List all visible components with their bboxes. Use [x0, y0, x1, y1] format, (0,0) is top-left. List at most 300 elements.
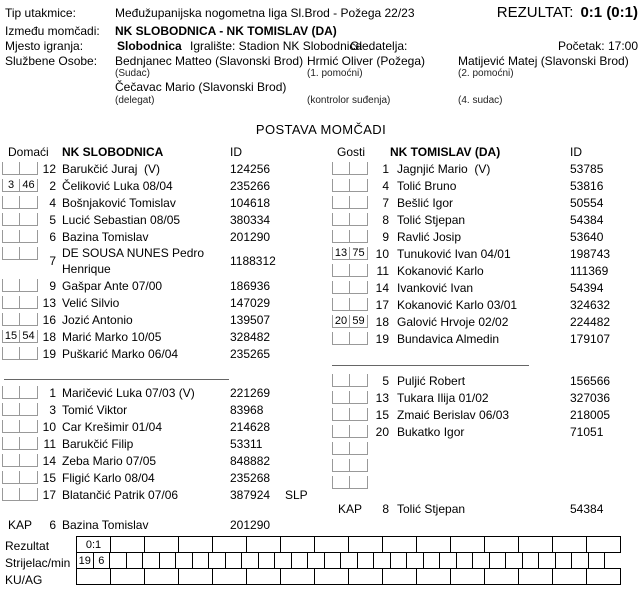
sub-minute-box: [20, 279, 38, 292]
player-row: [0, 486, 330, 503]
score-cell: [126, 552, 144, 569]
score-cell: [373, 552, 391, 569]
player-id: 53816: [570, 178, 604, 193]
player-name: Fligić Karlo 08/04: [62, 470, 155, 485]
score-row: [77, 553, 621, 569]
player-id: 380334: [230, 212, 271, 227]
score-cell: [586, 536, 621, 553]
score-cell: [484, 568, 519, 585]
home-starters-list: [0, 160, 330, 362]
match-type-label: Tip utakmice:: [5, 6, 76, 20]
player-row: [0, 177, 330, 194]
sub-player-box: [332, 374, 350, 387]
score-cell: [450, 568, 485, 585]
player-id: 201290: [230, 229, 271, 244]
player-name: Bukatko Igor: [397, 424, 465, 439]
score-cell: [76, 568, 111, 585]
player-name: Kokanović Karlo: [397, 263, 484, 278]
score-cell: [472, 552, 490, 569]
player-number: 4: [49, 195, 56, 210]
score-cell: [110, 568, 145, 585]
score-cell: [348, 568, 383, 585]
player-id: 54384: [570, 212, 604, 227]
score-cell: [382, 568, 417, 585]
player-name: Car Krešimir 01/04: [62, 419, 163, 434]
sub-player-box: [2, 247, 20, 260]
player-name: Galović Hrvoje 02/02: [397, 314, 509, 329]
score-cell: [208, 552, 226, 569]
sub-player-box: [2, 437, 20, 450]
score-cell: 0:1: [76, 536, 111, 553]
player-id: 235268: [230, 470, 271, 485]
player-name: Jozić Antonio: [62, 312, 133, 327]
sub-minute-box: [20, 347, 38, 360]
score-cell: [518, 536, 553, 553]
player-number: 2: [49, 178, 56, 193]
player-row: [330, 279, 642, 296]
score-cell: [340, 552, 358, 569]
player-row: [0, 294, 330, 311]
sub-player-box: 3: [2, 179, 20, 192]
section-title: POSTAVA MOMČADI: [255, 122, 387, 137]
player-name: Ivanković Ivan: [397, 280, 474, 295]
player-name: Blatančić Patrik 07/06: [62, 487, 179, 502]
player-id: 201290: [230, 517, 271, 532]
score-cell: [246, 536, 281, 553]
player-number: 9: [49, 278, 56, 293]
score-cell: [484, 536, 519, 553]
player-row: [330, 372, 642, 389]
result-label: REZULTAT:: [496, 4, 574, 21]
score-cell: [241, 552, 259, 569]
player-id: 104618: [230, 195, 271, 210]
player-row: [330, 330, 642, 347]
player-name: Zeba Mario 07/05: [62, 453, 157, 468]
score-cell: [538, 552, 556, 569]
player-number: 10: [375, 246, 389, 261]
score-cell: [314, 568, 349, 585]
player-name: Puljić Robert: [397, 373, 466, 388]
player-row: [0, 435, 330, 452]
score-cell: [390, 552, 408, 569]
player-number: 18: [375, 314, 389, 329]
home-subs-divider: [4, 379, 229, 380]
sub-player-box: [2, 347, 20, 360]
player-number: 11: [43, 436, 56, 451]
score-cell: [552, 568, 587, 585]
score-cell: [258, 552, 276, 569]
score-cell: [280, 536, 315, 553]
score-cell: [246, 568, 281, 585]
score-cell: [450, 536, 485, 553]
player-id: 54384: [570, 501, 604, 516]
away-starters-list: [330, 160, 642, 347]
player-row: [330, 245, 642, 262]
sub-player-box: [332, 476, 350, 489]
away-subs-divider: [332, 365, 529, 366]
player-name: Ravlić Josip: [397, 229, 462, 244]
player-number: 10: [42, 419, 56, 434]
player-name: Barukčić Juraj (V): [62, 161, 161, 176]
player-number: 3: [49, 402, 56, 417]
home-id-header: ID: [230, 145, 242, 159]
sub-minute-box: [20, 313, 38, 326]
score-row: [77, 569, 621, 585]
player-row: [0, 228, 330, 245]
sub-minute-box: [350, 391, 368, 404]
score-cell: [144, 568, 179, 585]
player-id: 111369: [570, 263, 609, 278]
sub-minute-box: [350, 213, 368, 226]
away-kap-label: KAP: [338, 501, 363, 516]
player-id: 387924: [230, 487, 271, 502]
score-cell: [324, 552, 342, 569]
player-number: 5: [382, 373, 389, 388]
sub-player-box: 20: [332, 315, 350, 328]
home-subs-list: [0, 384, 330, 503]
player-row: [330, 389, 642, 406]
score-cell: [406, 552, 424, 569]
player-name: Tolić Stjepan: [397, 212, 466, 227]
sub-minute-box: [20, 162, 38, 175]
home-side-label: Domaći: [8, 145, 49, 159]
score-cell: [348, 536, 383, 553]
score-cell: [423, 552, 441, 569]
home-kap-label: KAP: [8, 517, 33, 532]
teams-label: Između momčadi:: [5, 24, 100, 38]
player-name: Puškarić Marko 06/04: [62, 346, 179, 361]
home-team-name: NK SLOBODNICA: [62, 145, 164, 159]
sub-player-box: [2, 386, 20, 399]
player-row: [0, 194, 330, 211]
sub-player-box: [332, 408, 350, 421]
player-name: Tomić Viktor: [62, 402, 128, 417]
sub-player-box: 15: [2, 330, 20, 343]
score-cell: [555, 552, 573, 569]
official-assistant1-role: (1. pomoćni): [307, 68, 363, 79]
sub-minute-box: [350, 459, 368, 472]
player-name: Tukara Ilija 01/02: [397, 390, 489, 405]
sub-player-box: [2, 230, 20, 243]
score-cell: [280, 568, 315, 585]
sub-player-box: [332, 459, 350, 472]
sub-minute-box: [20, 437, 38, 450]
sub-minute-box: [350, 179, 368, 192]
player-name: Maričević Luka 07/03 (V): [62, 385, 195, 400]
score-cell: 19: [76, 552, 94, 569]
score-cell: [416, 568, 451, 585]
sub-minute-box: [350, 476, 368, 489]
player-name: Tunuković Ivan 04/01: [397, 246, 511, 261]
sub-player-box: [332, 332, 350, 345]
player-number: 15: [42, 470, 56, 485]
player-id: 53640: [570, 229, 604, 244]
score-cell: [456, 552, 474, 569]
player-id: 1188312: [230, 254, 276, 268]
player-number: 7: [382, 195, 389, 210]
score-cell: [178, 568, 213, 585]
sub-player-box: [2, 213, 20, 226]
sub-minute-box: [20, 454, 38, 467]
venue-city: Slobodnica: [117, 39, 182, 53]
player-number: 1: [49, 385, 56, 400]
player-row: [0, 277, 330, 294]
player-id: 71051: [570, 424, 604, 439]
official-referee-name: Bednjanec Matteo (Slavonski Brod): [115, 54, 304, 68]
player-row: [0, 418, 330, 435]
score-cell: [522, 552, 540, 569]
score-cell: [588, 552, 606, 569]
sub-minute-box: [20, 296, 38, 309]
score-cell: [552, 536, 587, 553]
sub-minute-box: [350, 298, 368, 311]
sub-player-box: [332, 230, 350, 243]
score-cell: 6: [93, 552, 111, 569]
player-name: Bundavica Almedin: [397, 331, 500, 346]
sub-player-box: [332, 213, 350, 226]
sub-player-box: [2, 403, 20, 416]
player-id: 328482: [230, 329, 271, 344]
player-number: 9: [382, 229, 389, 244]
ground-value: Igralište: Stadion NK Slobodnica: [190, 39, 363, 53]
sub-minute-box: 59: [350, 315, 368, 328]
score-cell: [109, 552, 127, 569]
player-name: Jagnjić Mario (V): [397, 161, 491, 176]
sub-minute-box: [350, 264, 368, 277]
away-captain-row: [330, 500, 642, 517]
player-id: 83968: [230, 402, 264, 417]
player-id: 147029: [230, 295, 271, 310]
player-flag: SLP: [285, 487, 308, 502]
sub-minute-box: [20, 230, 38, 243]
player-row: [0, 245, 330, 277]
player-row: [330, 228, 642, 245]
player-row: [330, 457, 642, 474]
official-assistant2-role: (2. pomoćni): [458, 68, 514, 79]
player-row: [330, 406, 642, 423]
player-id: 327036: [570, 390, 611, 405]
player-row: [0, 452, 330, 469]
player-id: 156566: [570, 373, 611, 388]
player-number: 17: [42, 487, 56, 502]
player-id: 50554: [570, 195, 604, 210]
score-cell: [291, 552, 309, 569]
official-referee-role: (Sudac): [115, 68, 151, 79]
player-number: 7: [49, 254, 56, 268]
sub-minute-box: [20, 247, 38, 260]
sub-player-box: [332, 298, 350, 311]
sub-minute-box: [350, 425, 368, 438]
player-id: 186936: [230, 278, 271, 293]
sub-player-box: [332, 425, 350, 438]
player-name: Gašpar Ante 07/00: [62, 278, 163, 293]
player-row: [330, 211, 642, 228]
player-name: Bošnjaković Tomislav: [62, 195, 176, 210]
player-row: [330, 296, 642, 313]
player-number: 4: [382, 178, 389, 193]
score-cell: [571, 552, 589, 569]
player-id: 53785: [570, 161, 604, 176]
player-name: DE SOUSA NUNES Pedro Henrique: [62, 246, 205, 276]
venue-label: Mjesto igranja:: [5, 39, 84, 53]
player-id: 54394: [570, 280, 604, 295]
player-row: [0, 211, 330, 228]
sub-minute-box: [350, 162, 368, 175]
score-cell: [144, 536, 179, 553]
player-number: 5: [49, 212, 56, 227]
player-name: Zmaić Berislav 06/03: [397, 407, 510, 422]
official-fourth-role: (4. sudac): [458, 95, 503, 106]
score-cell: [212, 568, 247, 585]
sub-minute-box: [20, 420, 38, 433]
player-row: [330, 474, 642, 491]
result-line: [497, 4, 638, 22]
score-cell: [505, 552, 523, 569]
player-name: Bešlić Igor: [397, 195, 454, 210]
player-name: Čeliković Luka 08/04: [62, 178, 173, 193]
sub-player-box: [332, 442, 350, 455]
sub-minute-box: [350, 332, 368, 345]
player-row: [0, 401, 330, 418]
player-row: [0, 328, 330, 345]
sub-minute-box: [350, 442, 368, 455]
score-cell: [212, 536, 247, 553]
player-name: Tolić Stjepan: [397, 501, 466, 516]
player-id: 53311: [230, 436, 263, 451]
sub-player-box: [2, 454, 20, 467]
player-number: 14: [42, 453, 56, 468]
player-name: Marić Marko 10/05: [62, 329, 162, 344]
official-delegate-name: Čečavac Mario (Slavonski Brod): [115, 80, 287, 94]
score-cell: [439, 552, 457, 569]
score-cell: [489, 552, 507, 569]
sub-player-box: [332, 196, 350, 209]
score-grid: [77, 537, 621, 585]
official-assistant1-name: Hrmić Oliver (Požega): [307, 54, 426, 68]
sub-minute-box: 54: [20, 330, 38, 343]
player-number: 14: [375, 280, 389, 295]
score-row: [77, 537, 621, 553]
score-cell: [178, 536, 213, 553]
player-row: [330, 423, 642, 440]
player-name: Lucić Sebastian 08/05: [62, 212, 181, 227]
player-row: [330, 440, 642, 457]
player-number: 6: [49, 229, 56, 244]
player-name: Bazina Tomislav: [62, 229, 149, 244]
score-cell: [382, 536, 417, 553]
kickoff-value: Početak: 17:00: [557, 39, 638, 53]
player-id: 221269: [230, 385, 271, 400]
player-number: 20: [375, 424, 389, 439]
sub-player-box: [2, 488, 20, 501]
player-id: 848882: [230, 453, 271, 468]
sub-minute-box: [350, 281, 368, 294]
player-number: 6: [49, 517, 56, 532]
sub-minute-box: [20, 403, 38, 416]
sub-player-box: 13: [332, 247, 350, 260]
player-row: [0, 160, 330, 177]
officials-label: Službene Osobe:: [5, 54, 98, 68]
score-cell: [142, 552, 160, 569]
player-row: [330, 194, 642, 211]
score-row-label-rezultat: Rezultat: [5, 539, 50, 553]
sub-minute-box: [350, 196, 368, 209]
player-id: 218005: [570, 407, 611, 422]
player-row: [330, 177, 642, 194]
player-number: 18: [42, 329, 56, 344]
player-number: 19: [42, 346, 56, 361]
score-row-label-kuag: KU/AG: [5, 573, 43, 587]
player-number: 13: [375, 390, 389, 405]
sub-minute-box: 46: [20, 179, 38, 192]
score-row-label-strijelac: Strijelac/min: [5, 556, 71, 570]
score-cell: [416, 536, 451, 553]
sub-minute-box: [20, 471, 38, 484]
player-id: 179107: [570, 331, 611, 346]
away-side-label: Gosti: [337, 145, 366, 159]
player-id: 198743: [570, 246, 611, 261]
away-id-header: ID: [570, 145, 582, 159]
sub-player-box: [2, 162, 20, 175]
sub-minute-box: [350, 230, 368, 243]
result-value: 0:1 (0:1): [580, 4, 638, 21]
player-number: 8: [382, 212, 389, 227]
home-captain-row: [0, 516, 332, 533]
spectators-label: Gledatelja:: [350, 39, 408, 53]
player-name: Bazina Tomislav: [62, 517, 149, 532]
sub-player-box: [2, 196, 20, 209]
sub-minute-box: [20, 213, 38, 226]
player-number: 12: [42, 161, 56, 176]
sub-player-box: [2, 279, 20, 292]
player-number: 17: [375, 297, 389, 312]
sub-minute-box: [20, 196, 38, 209]
sub-player-box: [2, 313, 20, 326]
sub-player-box: [2, 296, 20, 309]
player-id: 139507: [230, 312, 271, 327]
official-delegate-role: (delegat): [115, 95, 155, 106]
player-number: 16: [42, 312, 56, 327]
player-row: [0, 311, 330, 328]
player-number: 8: [382, 501, 389, 516]
player-number: 13: [42, 295, 56, 310]
score-cell: [518, 568, 553, 585]
player-name: Velić Silvio: [62, 295, 120, 310]
sub-player-box: [2, 471, 20, 484]
player-row: [0, 384, 330, 401]
score-cell: [314, 536, 349, 553]
player-number: 1: [382, 161, 389, 176]
player-row: [0, 469, 330, 486]
player-id: 235265: [230, 346, 271, 361]
score-cell: [274, 552, 292, 569]
player-id: 324632: [570, 297, 611, 312]
player-id: 124256: [230, 161, 271, 176]
player-id: 224482: [570, 314, 611, 329]
score-cell: [225, 552, 243, 569]
away-subs-list: [330, 372, 642, 491]
player-name: Kokanović Karlo 03/01: [397, 297, 518, 312]
score-cell: [307, 552, 325, 569]
sub-player-box: [332, 391, 350, 404]
sub-player-box: [2, 420, 20, 433]
score-cell: [175, 552, 193, 569]
player-name: Barukčić Filip: [62, 436, 134, 451]
score-cell: [357, 552, 375, 569]
score-cell: [192, 552, 210, 569]
match-type-value: Međužupanijska nogometna liga Sl.Brod - Požega 22/23: [115, 6, 415, 20]
player-number: 15: [375, 407, 389, 422]
